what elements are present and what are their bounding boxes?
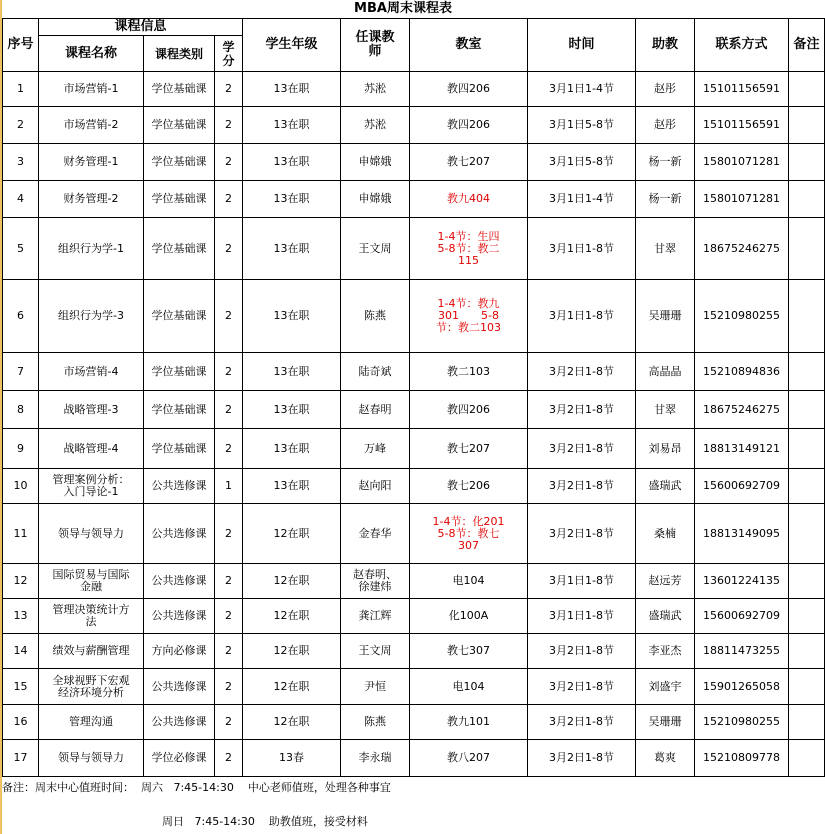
cell-credit: 2	[215, 391, 243, 429]
cell-grade: 13在职	[243, 72, 341, 107]
table-row	[3, 634, 825, 669]
cell-grade: 13在职	[243, 107, 341, 144]
cell-grade: 13在职	[243, 144, 341, 181]
cell-remark	[789, 634, 825, 669]
cell-credit: 2	[215, 218, 243, 280]
cell-seq: 10	[3, 469, 39, 504]
header-course-name: 课程名称	[39, 36, 144, 72]
cell-grade: 12在职	[243, 705, 341, 740]
cell-remark	[789, 107, 825, 144]
header-seq: 序号	[3, 19, 39, 72]
cell-contact: 15600692709	[695, 599, 789, 634]
cell-ta: 李亚杰	[636, 634, 695, 669]
cell-type: 学位基础课	[144, 72, 215, 107]
cell-contact: 18675246275	[695, 391, 789, 429]
cell-grade: 12在职	[243, 634, 341, 669]
cell-credit: 2	[215, 181, 243, 218]
cell-teacher: 万峰	[341, 429, 410, 469]
cell-credit: 2	[215, 504, 243, 564]
cell-remark	[789, 705, 825, 740]
duty-note-sunday: 周日 7:45-14:30 助教值班，接受材料	[162, 815, 368, 828]
header-teacher	[341, 19, 410, 72]
cell-type: 学位基础课	[144, 107, 215, 144]
cell-time: 3月2日1-8节	[528, 634, 636, 669]
cell-credit: 2	[215, 280, 243, 353]
cell-teacher: 赵春明、 徐建炜	[341, 564, 410, 599]
cell-grade: 13在职	[243, 469, 341, 504]
cell-seq: 7	[3, 353, 39, 391]
cell-remark	[789, 469, 825, 504]
cell-remark	[789, 504, 825, 564]
table-row	[3, 353, 825, 391]
cell-type: 公共选修课	[144, 504, 215, 564]
cell-ta: 盛瑞武	[636, 469, 695, 504]
cell-ta: 吴珊珊	[636, 280, 695, 353]
cell-contact: 15210894836	[695, 353, 789, 391]
cell-contact: 15210980255	[695, 280, 789, 353]
cell-remark	[789, 218, 825, 280]
header-remark: 备注	[789, 19, 825, 72]
cell-contact: 18675246275	[695, 218, 789, 280]
cell-credit: 2	[215, 353, 243, 391]
header-row-1	[3, 19, 825, 36]
header-time: 时间	[528, 19, 636, 72]
cell-remark	[789, 72, 825, 107]
cell-ta: 桑楠	[636, 504, 695, 564]
cell-contact: 13601224135	[695, 564, 789, 599]
table-row	[3, 740, 825, 777]
cell-course: 全球视野下宏观 经济环境分析	[39, 669, 144, 705]
cell-type: 学位基础课	[144, 391, 215, 429]
table-row	[3, 669, 825, 705]
cell-remark	[789, 280, 825, 353]
cell-seq: 3	[3, 144, 39, 181]
header-credit-label: 学分	[222, 39, 235, 68]
table-row	[3, 280, 825, 353]
cell-course: 财务管理-1	[39, 144, 144, 181]
cell-room: 教九404	[410, 181, 528, 218]
cell-teacher: 申嫦娥	[341, 181, 410, 218]
cell-course: 国际贸易与国际 金融	[39, 564, 144, 599]
cell-grade: 13在职	[243, 181, 341, 218]
cell-contact: 18811473255	[695, 634, 789, 669]
cell-ta: 甘翠	[636, 218, 695, 280]
cell-type: 学位基础课	[144, 144, 215, 181]
cell-contact: 15101156591	[695, 72, 789, 107]
duty-note-saturday: 备注：周末中心值班时间： 周六 7:45-14:30 中心老师值班，处理各种事宜	[2, 781, 391, 794]
cell-time: 3月1日1-8节	[528, 564, 636, 599]
cell-course: 管理决策统计方 法	[39, 599, 144, 634]
header-room: 教室	[410, 19, 528, 72]
cell-room: 教二103	[410, 353, 528, 391]
cell-credit: 2	[215, 669, 243, 705]
cell-time: 3月1日5-8节	[528, 144, 636, 181]
cell-contact: 18813149095	[695, 504, 789, 564]
cell-time: 3月1日5-8节	[528, 107, 636, 144]
cell-grade: 12在职	[243, 504, 341, 564]
cell-time: 3月2日1-8节	[528, 504, 636, 564]
cell-course: 市场营销-2	[39, 107, 144, 144]
cell-room: 教四206	[410, 72, 528, 107]
cell-seq: 1	[3, 72, 39, 107]
cell-time: 3月1日1-4节	[528, 181, 636, 218]
cell-contact: 15600692709	[695, 469, 789, 504]
table-row	[3, 705, 825, 740]
cell-grade: 13在职	[243, 353, 341, 391]
cell-room: 教七307	[410, 634, 528, 669]
cell-teacher: 赵向阳	[341, 469, 410, 504]
cell-seq: 6	[3, 280, 39, 353]
cell-ta: 杨一新	[636, 144, 695, 181]
table-row	[3, 72, 825, 107]
cell-room: 1-4节：教九 301 5-8 节：教二103	[410, 280, 528, 353]
cell-time: 3月2日1-8节	[528, 469, 636, 504]
header-course-type: 课程类别	[144, 36, 215, 72]
cell-teacher: 陆奇斌	[341, 353, 410, 391]
cell-type: 学位基础课	[144, 429, 215, 469]
cell-time: 3月2日1-8节	[528, 429, 636, 469]
cell-course: 财务管理-2	[39, 181, 144, 218]
cell-contact: 18813149121	[695, 429, 789, 469]
cell-grade: 13在职	[243, 218, 341, 280]
cell-credit: 2	[215, 599, 243, 634]
cell-remark	[789, 181, 825, 218]
cell-teacher: 金春华	[341, 504, 410, 564]
cell-time: 3月2日1-8节	[528, 353, 636, 391]
cell-seq: 16	[3, 705, 39, 740]
cell-remark	[789, 353, 825, 391]
cell-type: 公共选修课	[144, 705, 215, 740]
cell-room: 教七206	[410, 469, 528, 504]
cell-time: 3月2日1-8节	[528, 669, 636, 705]
cell-credit: 1	[215, 469, 243, 504]
cell-remark	[789, 564, 825, 599]
cell-seq: 15	[3, 669, 39, 705]
cell-ta: 甘翠	[636, 391, 695, 429]
cell-teacher: 尹恒	[341, 669, 410, 705]
cell-course: 管理沟通	[39, 705, 144, 740]
table-row	[3, 144, 825, 181]
cell-remark	[789, 599, 825, 634]
cell-teacher: 龚江辉	[341, 599, 410, 634]
cell-remark	[789, 429, 825, 469]
cell-type: 方向必修课	[144, 634, 215, 669]
cell-credit: 2	[215, 107, 243, 144]
cell-room: 教九101	[410, 705, 528, 740]
cell-teacher: 赵春明	[341, 391, 410, 429]
cell-seq: 13	[3, 599, 39, 634]
schedule-body	[3, 72, 825, 777]
cell-ta: 高晶晶	[636, 353, 695, 391]
cell-seq: 8	[3, 391, 39, 429]
cell-ta: 盛瑞武	[636, 599, 695, 634]
cell-grade: 13在职	[243, 429, 341, 469]
table-row	[3, 564, 825, 599]
table-row	[3, 429, 825, 469]
cell-seq: 5	[3, 218, 39, 280]
cell-time: 3月1日1-8节	[528, 280, 636, 353]
cell-room: 教八207	[410, 740, 528, 777]
cell-type: 学位必修课	[144, 740, 215, 777]
table-row	[3, 599, 825, 634]
cell-teacher: 李永瑞	[341, 740, 410, 777]
schedule-table	[2, 18, 825, 777]
cell-contact: 15801071281	[695, 144, 789, 181]
cell-credit: 2	[215, 144, 243, 181]
cell-grade: 13在职	[243, 280, 341, 353]
cell-seq: 12	[3, 564, 39, 599]
cell-course: 绩效与薪酬管理	[39, 634, 144, 669]
table-row	[3, 469, 825, 504]
cell-ta: 杨一新	[636, 181, 695, 218]
cell-remark	[789, 669, 825, 705]
cell-credit: 2	[215, 564, 243, 599]
header-teacher-label: 任课教师	[355, 30, 395, 59]
cell-credit: 2	[215, 429, 243, 469]
cell-type: 公共选修课	[144, 669, 215, 705]
cell-seq: 9	[3, 429, 39, 469]
cell-teacher: 王文周	[341, 634, 410, 669]
cell-room: 教七207	[410, 429, 528, 469]
header-course-info: 课程信息	[39, 19, 243, 36]
cell-room: 化100A	[410, 599, 528, 634]
cell-contact: 15901265058	[695, 669, 789, 705]
cell-ta: 赵彤	[636, 72, 695, 107]
cell-type: 学位基础课	[144, 280, 215, 353]
cell-contact: 15210980255	[695, 705, 789, 740]
cell-time: 3月2日1-8节	[528, 740, 636, 777]
cell-type: 学位基础课	[144, 181, 215, 218]
cell-contact: 15101156591	[695, 107, 789, 144]
cell-course: 领导与领导力	[39, 504, 144, 564]
cell-time: 3月1日1-8节	[528, 218, 636, 280]
cell-remark	[789, 144, 825, 181]
cell-teacher: 苏淞	[341, 72, 410, 107]
cell-seq: 14	[3, 634, 39, 669]
cell-credit: 2	[215, 705, 243, 740]
cell-room: 1-4节：生四 5-8节：教二 115	[410, 218, 528, 280]
cell-time: 3月1日1-8节	[528, 599, 636, 634]
cell-course: 市场营销-4	[39, 353, 144, 391]
cell-type: 学位基础课	[144, 353, 215, 391]
page-title: MBA周末课程表	[354, 1, 452, 16]
table-row	[3, 107, 825, 144]
cell-remark	[789, 740, 825, 777]
cell-remark	[789, 391, 825, 429]
cell-type: 公共选修课	[144, 469, 215, 504]
cell-course: 战略管理-4	[39, 429, 144, 469]
cell-ta: 赵彤	[636, 107, 695, 144]
header-ta: 助教	[636, 19, 695, 72]
cell-time: 3月2日1-8节	[528, 391, 636, 429]
cell-credit: 2	[215, 740, 243, 777]
table-row	[3, 181, 825, 218]
cell-teacher: 陈燕	[341, 280, 410, 353]
cell-course: 战略管理-3	[39, 391, 144, 429]
cell-seq: 2	[3, 107, 39, 144]
table-row	[3, 504, 825, 564]
cell-course: 市场营销-1	[39, 72, 144, 107]
cell-grade: 13春	[243, 740, 341, 777]
cell-credit: 2	[215, 634, 243, 669]
cell-seq: 4	[3, 181, 39, 218]
cell-teacher: 申嫦娥	[341, 144, 410, 181]
cell-course: 组织行为学-1	[39, 218, 144, 280]
cell-room: 电104	[410, 669, 528, 705]
cell-ta: 吴珊珊	[636, 705, 695, 740]
cell-grade: 12在职	[243, 564, 341, 599]
cell-type: 公共选修课	[144, 599, 215, 634]
cell-teacher: 王文周	[341, 218, 410, 280]
cell-grade: 13在职	[243, 391, 341, 429]
header-grade: 学生年级	[243, 19, 341, 72]
cell-course: 管理案例分析： 入门导论-1	[39, 469, 144, 504]
cell-time: 3月2日1-8节	[528, 705, 636, 740]
cell-type: 学位基础课	[144, 218, 215, 280]
cell-seq: 17	[3, 740, 39, 777]
cell-teacher: 苏淞	[341, 107, 410, 144]
cell-room: 教四206	[410, 391, 528, 429]
cell-course: 领导与领导力	[39, 740, 144, 777]
cell-course: 组织行为学-3	[39, 280, 144, 353]
cell-room: 电104	[410, 564, 528, 599]
table-row	[3, 218, 825, 280]
cell-contact: 15801071281	[695, 181, 789, 218]
cell-ta: 刘易昂	[636, 429, 695, 469]
cell-type: 公共选修课	[144, 564, 215, 599]
cell-time: 3月1日1-4节	[528, 72, 636, 107]
cell-room: 教四206	[410, 107, 528, 144]
cell-room: 教七207	[410, 144, 528, 181]
cell-grade: 12在职	[243, 669, 341, 705]
cell-credit: 2	[215, 72, 243, 107]
cell-contact: 15210809778	[695, 740, 789, 777]
cell-grade: 12在职	[243, 599, 341, 634]
cell-ta: 刘盛宇	[636, 669, 695, 705]
cell-teacher: 陈燕	[341, 705, 410, 740]
header-credit	[215, 36, 243, 72]
cell-room: 1-4节：化201 5-8节：教七 307	[410, 504, 528, 564]
table-row	[3, 391, 825, 429]
header-contact: 联系方式	[695, 19, 789, 72]
cell-seq: 11	[3, 504, 39, 564]
cell-ta: 葛爽	[636, 740, 695, 777]
cell-ta: 赵远芳	[636, 564, 695, 599]
